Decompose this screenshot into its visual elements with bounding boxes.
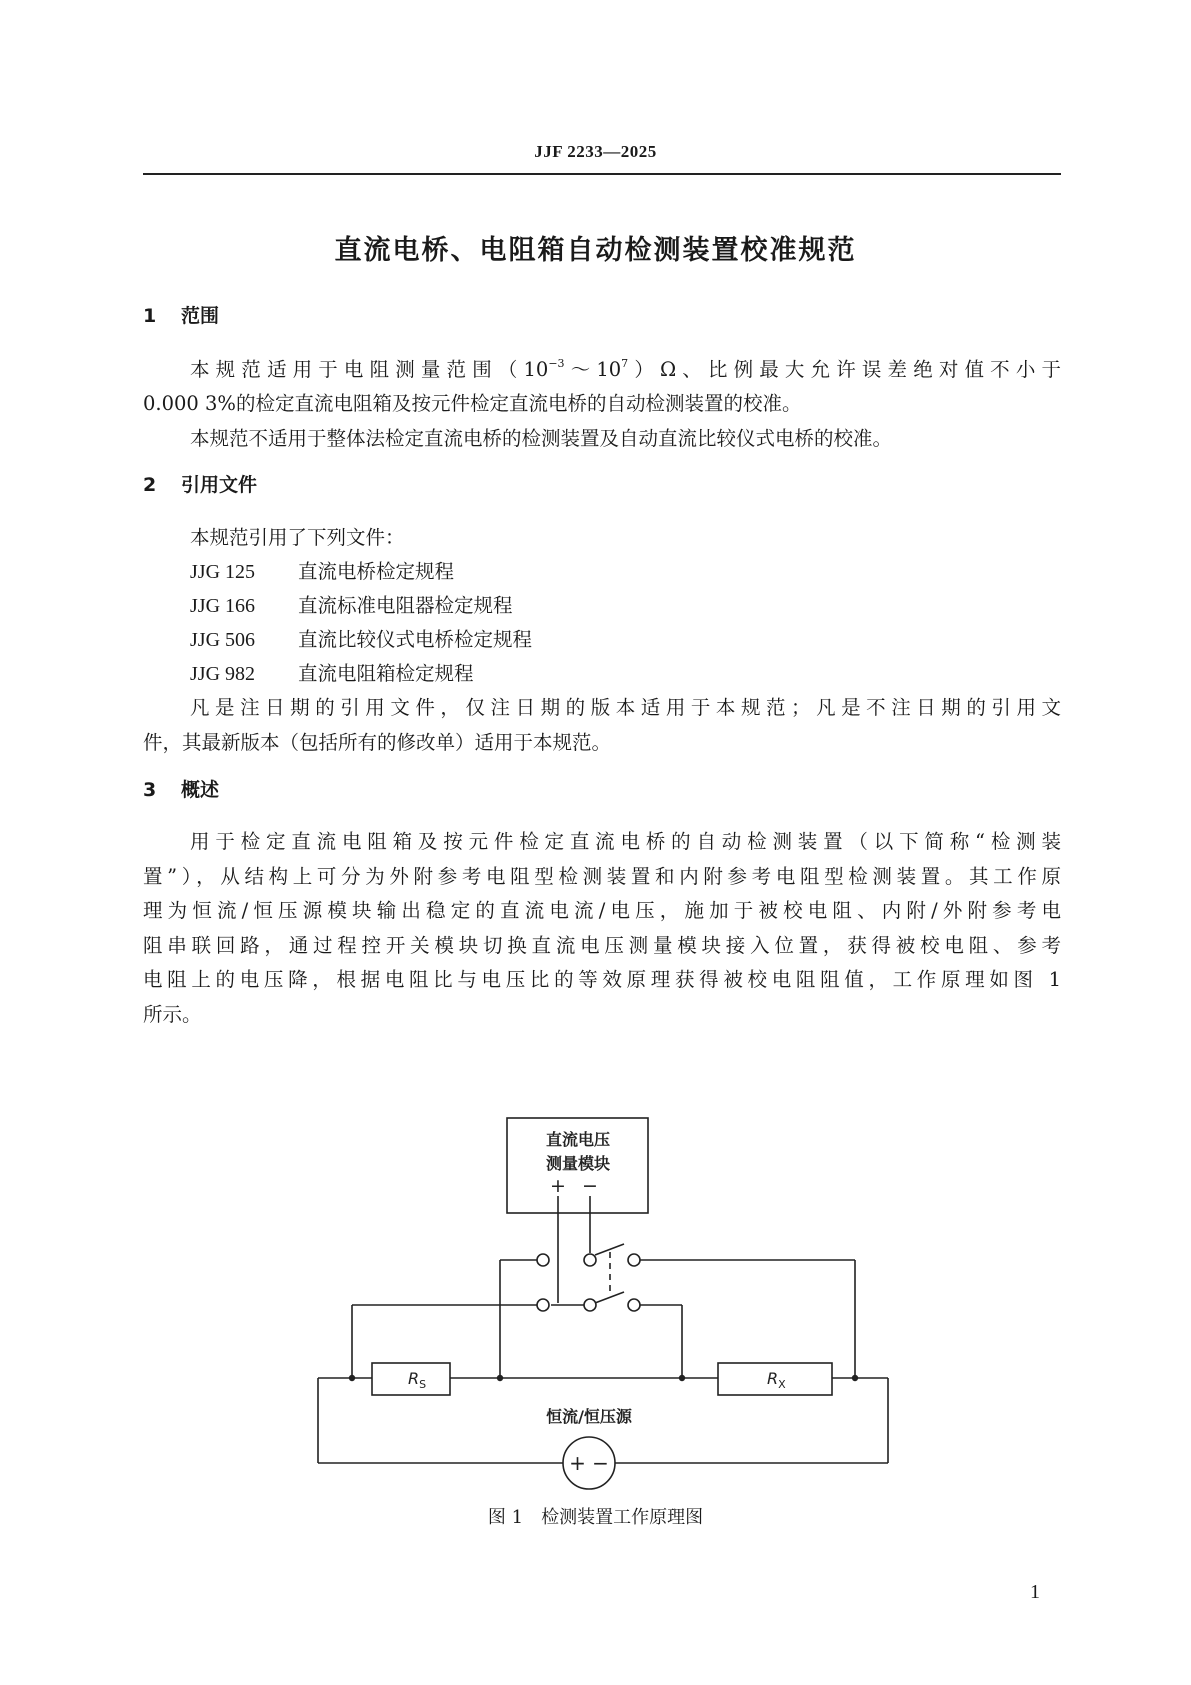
terminal-icon	[584, 1299, 596, 1311]
reference-item: JJG 125 直流电桥检定规程	[190, 560, 455, 583]
lower-switch-blade	[595, 1292, 624, 1303]
reference-item: JJG 506 直流比较仪式电桥检定规程	[190, 628, 533, 651]
section-number: 3	[143, 779, 157, 801]
meter-label-line-2: 测量模块	[545, 1154, 611, 1173]
section-3-line-5: 电阻上的电压降，根据电阻比与电压比的等效原理获得被校电阻阻值，工作原理如图 1	[143, 968, 1061, 991]
junction-dot	[497, 1375, 503, 1381]
section-1-paragraph-1-line-2: 0.000 3%的检定直流电阻箱及按元件检定直流电桥的自动检测装置的校准。	[143, 392, 802, 415]
terminal-icon	[584, 1254, 596, 1266]
junction-dot	[349, 1375, 355, 1381]
terminal-icon	[628, 1254, 640, 1266]
section-number: 2	[143, 474, 157, 496]
section-number: 1	[143, 305, 157, 327]
section-2-intro: 本规范引用了下列文件：	[190, 526, 405, 549]
document-title: 直流电桥、电阻箱自动检测装置校准规范	[334, 235, 857, 266]
figure-caption: 图 1 检测装置工作原理图	[487, 1507, 704, 1528]
junction-dot	[852, 1375, 858, 1381]
section-3-line-2: 置”），从结构上可分为外附参考电阻型检测装置和内附参考电阻型检测装置。其工作原	[143, 865, 1061, 888]
section-2-note-line-2: 件，其最新版本（包括所有的修改单）适用于本规范。	[143, 731, 612, 754]
meter-minus-sign: −	[582, 1175, 598, 1197]
section-2-heading	[143, 470, 257, 497]
terminal-icon	[537, 1299, 549, 1311]
section-title: 概述	[181, 779, 220, 801]
section-3-line-1: 用于检定直流电阻箱及按元件检定直流电桥的自动检测装置（以下简称“检测装	[190, 830, 1061, 853]
meter-label-line-1: 直流电压	[545, 1130, 611, 1149]
section-1-paragraph-2: 本规范不适用于整体法检定直流电桥的检测装置及自动直流比较仪式电桥的校准。	[190, 427, 893, 450]
section-title: 引用文件	[181, 474, 258, 496]
document-code-header: JJF 2233—2025	[534, 142, 657, 161]
section-3-heading	[143, 775, 219, 802]
rx-label: $R_X$	[767, 1369, 786, 1391]
section-3-line-6: 所示。	[143, 1003, 202, 1026]
terminal-icon	[628, 1299, 640, 1311]
section-3-line-4: 阻串联回路，通过程控开关模块切换直流电压测量模块接入位置，获得被校电阻、参考	[143, 934, 1061, 957]
page-number: 1	[1030, 1581, 1040, 1603]
section-3-line-3: 理为恒流/恒压源模块输出稳定的直流电流/电压，施加于被校电阻、内附/外附参考电	[143, 899, 1061, 922]
section-2-note-line-1: 凡是注日期的引用文件，仅注日期的版本适用于本规范；凡是不注日期的引用文	[190, 696, 1061, 719]
header-rule	[143, 173, 1061, 175]
section-1-heading	[143, 301, 219, 328]
source-polarity-symbol: + −	[569, 1451, 609, 1475]
section-title: 范围	[181, 305, 220, 327]
reference-item: JJG 166 直流标准电阻器检定规程	[190, 594, 513, 617]
reference-item: JJG 982 直流电阻箱检定规程	[190, 662, 474, 685]
source-label: 恒流/恒压源	[546, 1407, 632, 1426]
section-1-paragraph-1-line-1: 本规范适用于电阻测量范围$(10^{-3}\sim 10^7)\Omega$、比例最大允许误差绝对值不小于	[190, 357, 1061, 381]
junction-dot	[679, 1375, 685, 1381]
rs-label: $R_S$	[408, 1369, 427, 1391]
circuit-diagram	[0, 1090, 1191, 1490]
terminal-icon	[537, 1254, 549, 1266]
meter-plus-sign: +	[550, 1175, 566, 1197]
